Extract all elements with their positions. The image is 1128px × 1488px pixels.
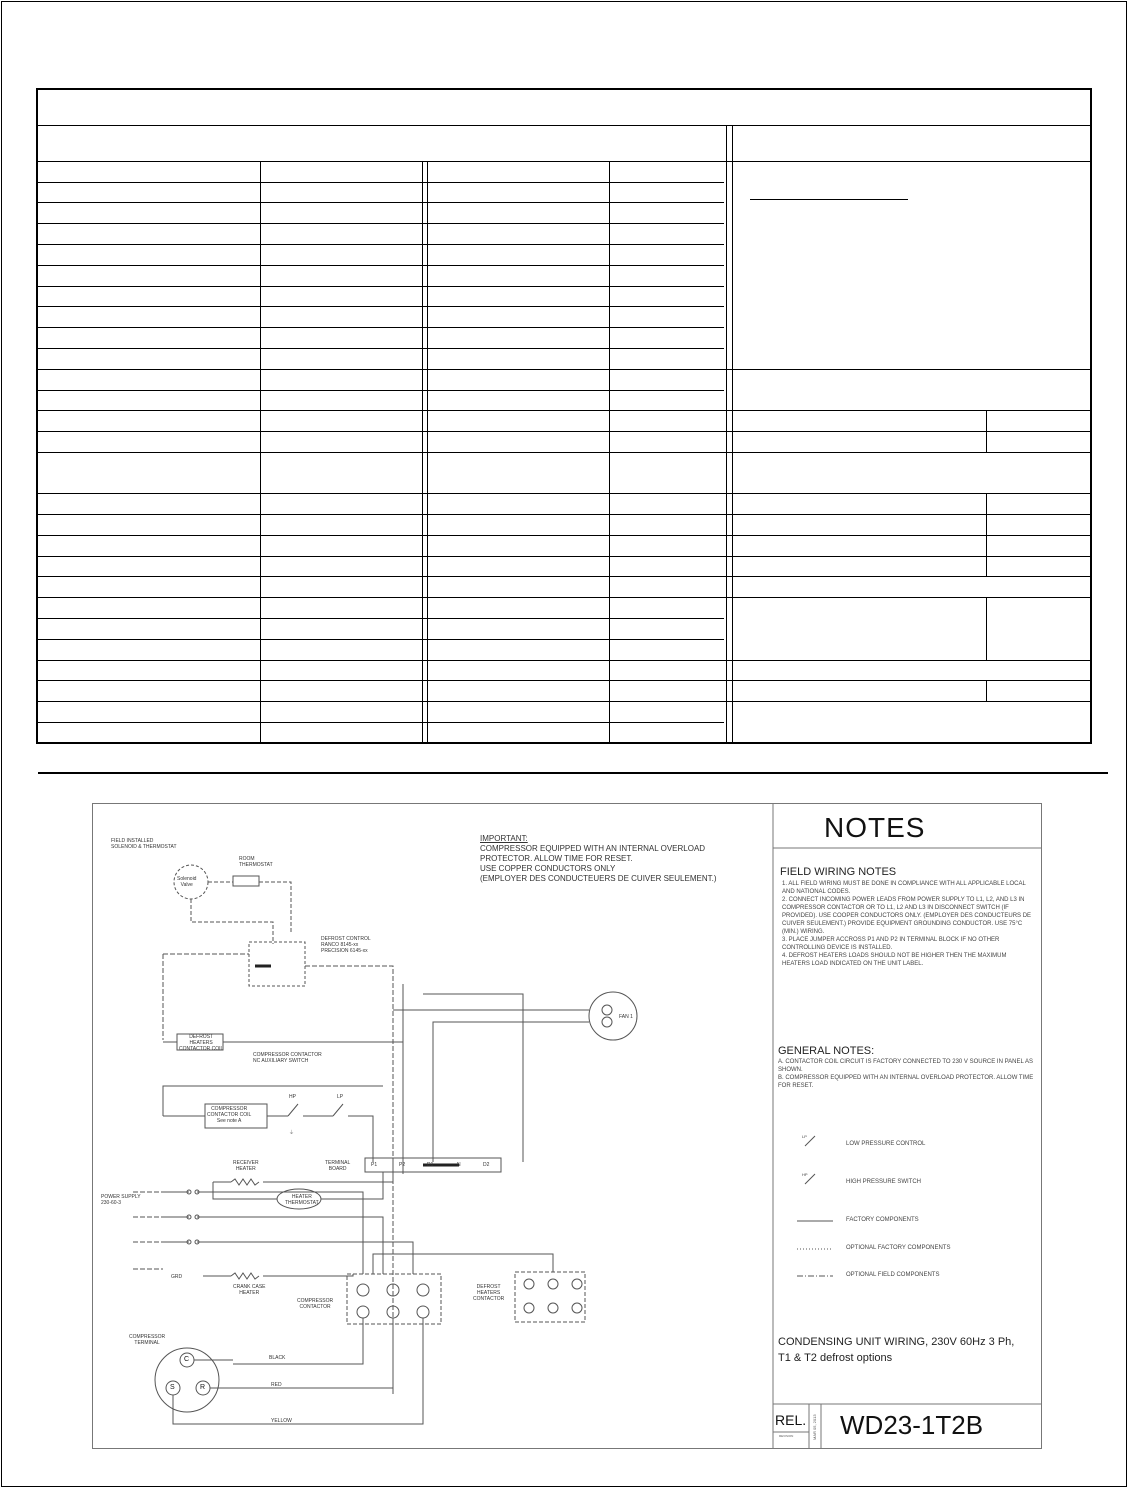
field-wiring-heading: FIELD WIRING NOTES [780,866,897,878]
compressor-contactor-aux-label: COMPRESSOR CONTACTOR NC AUXILIARY SWITCH [253,1052,322,1064]
hp-symbol-label: HP [802,1172,808,1177]
form-row-line [38,701,1090,702]
legend-low-pressure: LOW PRESSURE CONTROL [846,1141,926,1147]
form-row-line [38,410,1090,411]
form-row-line [38,390,724,391]
form-row-line [38,265,724,266]
rel-sub-label: REVISION [779,1434,794,1438]
form-row-line [38,493,1090,494]
form-col-line [986,410,987,452]
legend-factory-components: FACTORY COMPONENTS [846,1217,919,1223]
crank-case-heater-label: CRANK CASE HEATER [233,1284,266,1296]
important-heading: IMPORTANT: [480,834,528,843]
form-row-line [38,576,1090,577]
defrost-heaters-contactor-label: DEFROST HEATERS CONTACTOR [473,1284,505,1302]
important-note [480,834,750,884]
form-col-line [609,161,610,744]
legend-optional-factory: OPTIONAL FACTORY COMPONENTS [846,1245,951,1251]
general-note: A. CONTACTOR COIL CIRCUIT IS FACTORY CONNECTED TO 230 V SOURCE IN PANEL AS SHOWN. [778,1059,1033,1073]
form-row-line [38,369,1090,370]
legend-optional-field: OPTIONAL FIELD COMPONENTS [846,1272,940,1278]
form-row-line [38,722,724,723]
terminal-p2-label: P2 [399,1162,406,1168]
form-row-line [38,535,1090,536]
form-row-line [38,431,1090,432]
form-row-line [38,348,724,349]
rel-label: REL. [775,1412,807,1428]
field-installed-label: FIELD INSTALLED SOLENOID & THERMOSTAT [111,838,177,850]
lp-symbol-label: LP [802,1134,807,1139]
defrost-heaters-coil-label: DEFROST HEATERS CONTACTOR COIL [179,1034,224,1052]
caption-line-2: T1 & T2 defrost options [778,1352,893,1364]
form-col-line [427,161,428,744]
solenoid-valve-label: Solenoid Valve [177,876,197,888]
form-row-line [38,680,1090,681]
important-body: COMPRESSOR EQUIPPED WITH AN INTERNAL OVERLOAD PROTECTOR. ALLOW TIME FOR RESET. USE COPPER CONDUCTORS ONLY (EMPLOYER DES CONDUCTEUERS DE CUIVER SEULEMENT.) [480,844,717,883]
compressor-contactor-label: COMPRESSOR CONTACTOR [297,1298,334,1310]
caption-line-1: CONDENSING UNIT WIRING, 230V 60Hz 3 Ph, [778,1336,1015,1348]
form-row-line [38,556,1090,557]
form-col-line [732,125,733,744]
terminal-p1-label: P1 [371,1162,378,1168]
terminal-c-label: C [184,1356,190,1363]
form-row-line [38,327,724,328]
terminal-r-label: R [200,1384,206,1391]
form-row-line [38,639,724,640]
general-notes [778,1058,1034,1090]
power-supply-label: POWER SUPPLY 230-60-3 [101,1194,141,1206]
spec-form-table [36,88,1092,744]
form-row-line [38,514,1090,515]
form-row-line [38,202,724,203]
ground-label: GRD [171,1274,183,1280]
form-row-line [38,223,724,224]
general-notes-heading: GENERAL NOTES: [778,1045,875,1057]
form-row-line [38,597,1090,598]
drawing-number: WD23-1T2B [840,1410,984,1440]
field-wiring-note: 2. CONNECT INCOMING POWER LEADS FROM POWER SUPPLY TO L1, L2, AND L3 IN COMPRESSOR CONTACTOR OR TO L1, L2 AND L3 IN DISCONNECT SWITCH (IF PROVIDED). USE COOPER CONDUCTORS ONLY. (EMPLOYER DES CONDUCTEURS DE CUIVER SEULEMENT.) PROVIDE EQUIPMENT GROUNDING CONDUCTOR. USE 75°C (MIN.) WIRING. [782,897,1032,935]
form-row-line [38,244,724,245]
general-note: B. COMPRESSOR EQUIPPED WITH AN INTERNAL OVERLOAD PROTECTOR. ALLOW TIME FOR RESET. [778,1075,1034,1089]
form-row-line [38,161,1090,162]
svg-text:⏚: ⏚ [289,1130,295,1136]
wire-yellow-label: YELLOW [271,1418,292,1424]
receiver-heater-label: RECEIVER HEATER [233,1160,259,1172]
form-row-line [38,125,1090,126]
fan-label: FAN 1 [619,1014,633,1020]
compressor-contactor-coil-label: COMPRESSOR CONTACTOR COIL See note A [207,1106,252,1124]
wire-red-label: RED [271,1382,282,1388]
form-row-line [38,660,1090,661]
form-col-line [986,680,987,701]
terminal-n-label: N [457,1162,461,1168]
form-col-line [260,161,261,744]
form-underline [750,199,908,200]
form-row-line [38,286,724,287]
form-col-line [726,125,727,744]
lp-label: LP [337,1094,344,1100]
terminal-d2-label: D2 [483,1162,490,1168]
form-col-line [986,597,987,660]
form-col-line [422,161,423,744]
field-wiring-notes [782,880,1034,968]
drawing-caption [778,1334,1038,1366]
notes-title: NOTES [824,812,926,843]
defrost-control-label: DEFROST CONTROL RANCO 8145-xx PRECISION 6145-xx [321,936,371,954]
form-row-line [38,452,1090,453]
hp-label: HP [289,1094,296,1100]
drawing-date: MAR 05, 2013 [812,1414,817,1440]
terminal-board-label: TERMINAL BOARD [325,1160,351,1172]
form-row-line [38,182,724,183]
terminal-s-label: S [170,1384,175,1391]
terminal-d1-label: D1 [427,1162,434,1168]
field-wiring-note: 1. ALL FIELD WIRING MUST BE DONE IN COMPLIANCE WITH ALL APPLICABLE LOCAL AND NATIONAL CODES. [782,881,1026,895]
form-row-line [38,618,724,619]
form-row-line [38,306,724,307]
field-wiring-note: 3. PLACE JUMPER ACCROSS P1 AND P2 IN TERMINAL BLOCK IF NO OTHER CONTROLLING DEVICE IS INSTALLED. [782,937,1000,951]
room-thermostat-label: ROOM THERMOSTAT [239,856,273,868]
compressor-terminal-label: COMPRESSOR TERMINAL [129,1334,166,1346]
heater-thermostat-label: HEATER THERMOSTAT [285,1194,319,1206]
section-divider [38,772,1108,774]
field-wiring-note: 4. DEFROST HEATERS LOADS SHOULD NOT BE HIGHER THEN THE MAXIMUM HEATERS LOAD INDICATED ON THE UNIT LABEL. [782,953,1007,967]
form-col-line [986,493,987,576]
legend-high-pressure: HIGH PRESSURE SWITCH [846,1179,922,1185]
wire-black-label: BLACK [269,1355,286,1361]
